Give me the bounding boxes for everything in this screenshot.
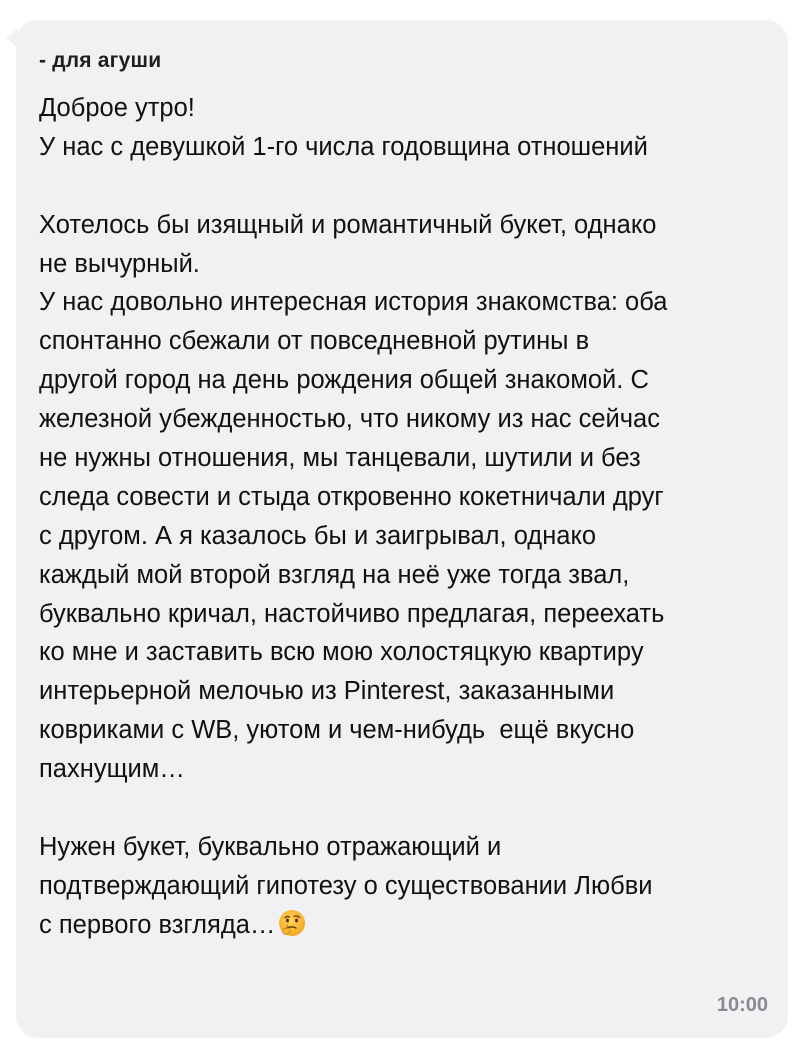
message-line: не вычурный.	[39, 249, 200, 278]
message-line: У нас довольно интересная история знакомства: оба	[39, 288, 668, 317]
message-line: каждый мой второй взгляд на неё уже тогда звал,	[39, 560, 630, 589]
message-line: другой город на день рождения общей знакомой. С	[39, 366, 649, 395]
message-line-text: с первого взгляда…	[39, 910, 276, 939]
message-line	[39, 789, 779, 828]
message-line: пахнущим…	[39, 755, 185, 784]
sender-name: - для агуши	[39, 49, 162, 72]
message-line: не нужны отношения, мы танцевали, шутили и без	[39, 444, 641, 473]
message-line: Доброе утро!	[39, 94, 195, 122]
message-line: с другом. А я казалось бы и заигрывал, однако	[39, 521, 597, 550]
message-line: следа совести и стыда откровенно кокетничали друг	[39, 482, 664, 511]
message-line: ко мне и заставить всю мою холостяцкую квартиру	[39, 638, 644, 667]
message-line: Нужен букет, буквально отражающий и	[39, 832, 502, 861]
message-line-last	[39, 906, 779, 945]
message-line: интерьерной мелочью из Pinterest, заказанными	[39, 677, 615, 706]
message-line: буквально кричал, настойчиво предлагая, переехать	[39, 599, 665, 628]
message-line	[39, 167, 779, 206]
message-line: У нас с девушкой 1-го числа годовщина отношений	[39, 132, 648, 161]
message-line: железной убежденностью, что никому из нас сейчас	[39, 405, 660, 434]
thinking-face-icon	[277, 908, 307, 938]
message-line: ковриками с WB, уютом и чем-нибудь ещё вкусно	[39, 716, 635, 745]
message-timestamp: 10:00	[716, 994, 768, 1016]
message-line: подтверждающий гипотезу о существовании Любви	[39, 871, 653, 900]
message-text	[39, 89, 779, 945]
message-line: спонтанно сбежали от повседневной рутины в	[39, 327, 590, 356]
message-line: Хотелось бы изящный и романтичный букет, однако	[39, 210, 657, 239]
